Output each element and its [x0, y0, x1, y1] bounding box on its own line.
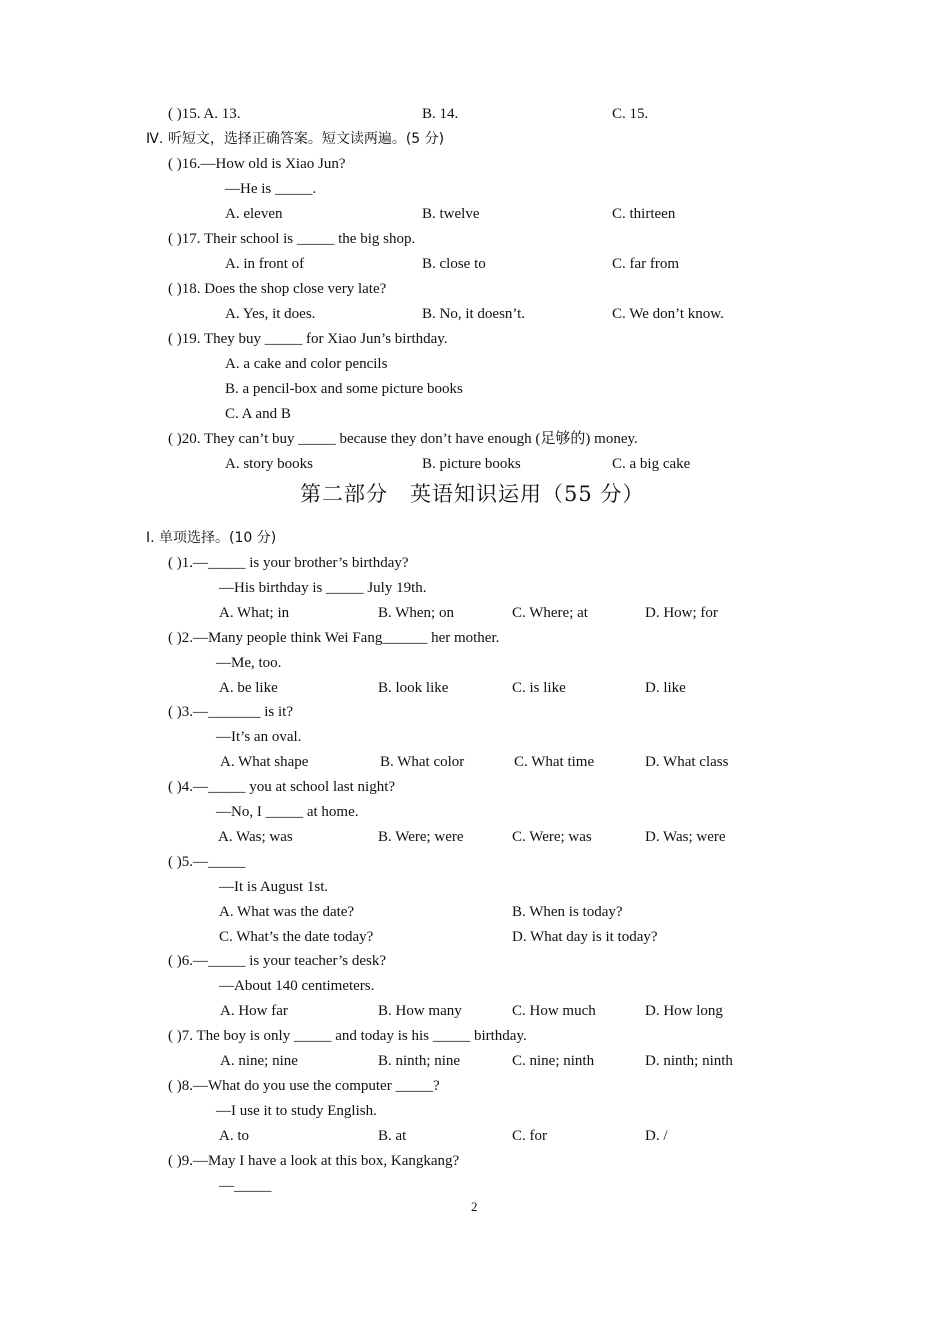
q3-option-b: B. What color	[380, 754, 465, 770]
q17-option-b: B. close to	[422, 256, 486, 272]
q6-option-a: A. How far	[220, 1003, 288, 1019]
q6-option-b: B. How many	[378, 1003, 462, 1019]
q17-stem: ( )17. Their school is _____ the big shop.	[168, 231, 416, 247]
q19-option-b: B. a pencil-box and some picture books	[225, 381, 463, 397]
q2-option-c: C. is like	[512, 680, 566, 696]
q9-stem: ( )9.—May I have a look at this box, Kangkang?	[168, 1153, 460, 1169]
q5-option-d: D. What day is it today?	[512, 929, 658, 945]
q15-option-c: C. 15.	[612, 106, 649, 122]
q2-stem: ( )2.—Many people think Wei Fang______ her mother.	[168, 630, 500, 646]
q4-option-c: C. Were; was	[512, 829, 592, 845]
q7-option-a: A. nine; nine	[220, 1053, 298, 1069]
q7-option-b: B. ninth; nine	[378, 1053, 461, 1069]
q4-stem: ( )4.—_____ you at school last night?	[168, 779, 396, 795]
q8-option-c: C. for	[512, 1128, 547, 1144]
q1-line2: —His birthday is _____ July 19th.	[219, 580, 427, 596]
q2-option-b: B. look like	[378, 680, 449, 696]
q18-option-c: C. We don’t know.	[612, 306, 724, 322]
q2-option-d: D. like	[645, 680, 686, 696]
q3-option-c: C. What time	[514, 754, 595, 770]
q20-option-b: B. picture books	[422, 456, 521, 472]
q16-option-a: A. eleven	[225, 206, 283, 222]
q1-option-b: B. When; on	[378, 605, 454, 621]
q6-stem: ( )6.—_____ is your teacher’s desk?	[168, 953, 386, 969]
q5-line2: —It is August 1st.	[219, 879, 329, 895]
q8-option-d: D. /	[645, 1128, 668, 1144]
q18-option-a: A. Yes, it does.	[225, 306, 316, 322]
q7-option-d: D. ninth; ninth	[645, 1053, 733, 1069]
q3-option-d: D. What class	[645, 754, 729, 770]
q5-option-a: A. What was the date?	[219, 904, 355, 920]
q18-stem: ( )18. Does the shop close very late?	[168, 281, 387, 297]
q5-option-b: B. When is today?	[512, 904, 623, 920]
q20-option-c: C. a big cake	[612, 456, 691, 472]
q15-stem: ( )15. A. 13.	[168, 106, 241, 122]
q5-option-c: C. What’s the date today?	[219, 929, 374, 945]
q6-option-d: D. How long	[645, 1003, 723, 1019]
q8-option-b: B. at	[378, 1128, 407, 1144]
q20-option-a: A. story books	[225, 456, 313, 472]
q4-option-d: D. Was; were	[645, 829, 726, 845]
part-2-title: 第二部分 英语知识运用（55 分）	[300, 482, 645, 506]
page-number: 2	[471, 1199, 478, 1214]
q3-stem: ( )3.—_______ is it?	[168, 704, 293, 720]
section-1-heading: Ⅰ. 单项选择。(10 分)	[146, 530, 277, 546]
q7-option-c: C. nine; ninth	[512, 1053, 595, 1069]
q20-stem: ( )20. They can’t buy _____ because they don’t have enough (足够的) money.	[168, 431, 638, 447]
q6-line2: —About 140 centimeters.	[219, 978, 375, 994]
q8-option-a: A. to	[219, 1128, 249, 1144]
q17-option-c: C. far from	[612, 256, 680, 272]
q7-stem: ( )7. The boy is only _____ and today is his _____ birthday.	[168, 1028, 527, 1044]
q8-stem: ( )8.—What do you use the computer _____?	[168, 1078, 440, 1094]
q18-option-b: B. No, it doesn’t.	[422, 306, 526, 322]
q1-option-a: A. What; in	[219, 605, 290, 621]
q4-option-a: A. Was; was	[218, 829, 293, 845]
q5-stem: ( )5.—_____	[168, 854, 246, 870]
q15-option-b: B. 14.	[422, 106, 459, 122]
q19-option-c: C. A and B	[225, 406, 291, 422]
q16-line2: —He is _____.	[225, 181, 317, 197]
q2-option-a: A. be like	[219, 680, 278, 696]
q4-line2: —No, I _____ at home.	[216, 804, 359, 820]
q9-line2: —_____	[219, 1178, 272, 1194]
q3-line2: —It’s an oval.	[216, 729, 302, 745]
q2-line2: —Me, too.	[216, 655, 282, 671]
q16-option-c: C. thirteen	[612, 206, 676, 222]
q6-option-c: C. How much	[512, 1003, 596, 1019]
q4-option-b: B. Were; were	[378, 829, 464, 845]
q8-line2: —I use it to study English.	[216, 1103, 377, 1119]
q1-option-d: D. How; for	[645, 605, 718, 621]
q16-option-b: B. twelve	[422, 206, 480, 222]
q19-option-a: A. a cake and color pencils	[225, 356, 388, 372]
q1-option-c: C. Where; at	[512, 605, 588, 621]
q1-stem: ( )1.—_____ is your brother’s birthday?	[168, 555, 409, 571]
q17-option-a: A. in front of	[225, 256, 305, 272]
q19-stem: ( )19. They buy _____ for Xiao Jun’s birthday.	[168, 331, 448, 347]
section-4-heading: Ⅳ. 听短文，选择正确答案。短文读两遍。(5 分)	[146, 131, 445, 147]
q3-option-a: A. What shape	[220, 754, 309, 770]
q16-stem: ( )16.—How old is Xiao Jun?	[168, 156, 346, 172]
